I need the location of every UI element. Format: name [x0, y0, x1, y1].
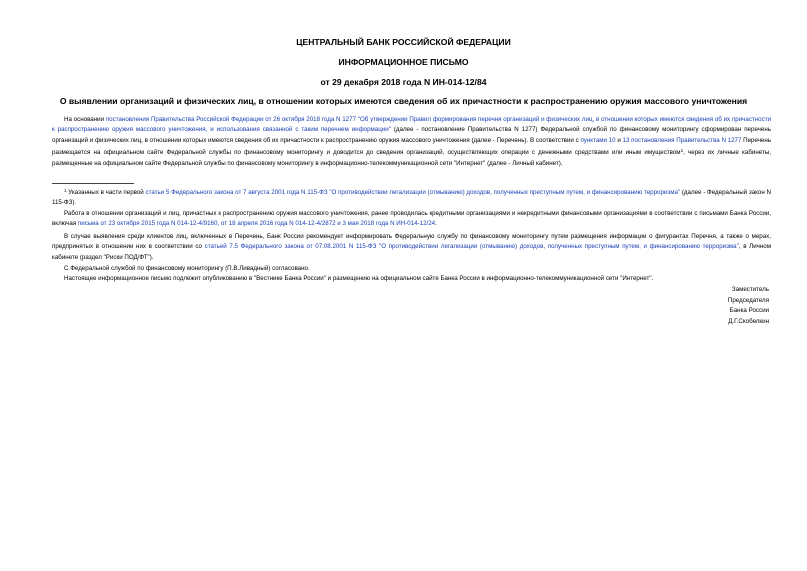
paragraph-4: С Федеральной службой по финансовому мониторингу (П.В.Ливадный) согласовано. — [64, 265, 310, 272]
link-points-10[interactable]: пунктами 10 — [580, 136, 616, 144]
p1-text-2: (далее - постановление Правительства N 1277) Федеральной службой по финансовому мониторингу сформирован перечень организаций и физических лиц, в отношении которых имеются сведения об их причастности к распространению оружия массового уничтожения (далее - Перечень). В соответствии с — [52, 126, 771, 144]
p1-text-4: Перечень размещается на официальном сайте Федеральной службы по финансовому мониторингу и доводится до сведения организаций, осуществляющих операции с денежными средствами или иным имуществом — [52, 136, 772, 157]
paragraph-1 — [52, 115, 771, 169]
signature-title-1: Заместитель — [731, 286, 769, 293]
p1-text-1: На основании — [64, 116, 106, 123]
paragraph-5: Настоящее информационное письмо подлежит опубликованию в "Вестнике Банка России" и размещению на официальном сайте Банка России в информационно-телекоммуникационной сети "Интернет". — [64, 275, 654, 282]
footnote-text-2: (далее - Федеральный закон N 115-ФЗ). — [52, 189, 771, 207]
link-bank-letters[interactable]: письма от 23 октября 2015 года N 014-12-4/9160, от 18 апреля 2016 года N 014-12-4/2872 и 3 мая 2018 года N ИН-014-12/24 — [77, 220, 436, 228]
link-federal-law-115[interactable]: статьи 5 Федерального закона от 7 августа 2001 года N 115-ФЗ "О противодействии легализации (отмыванию) доходов, полученных преступным путем, и финансированию терроризма" — [145, 189, 681, 196]
document-type: ИНФОРМАЦИОННОЕ ПИСЬМО — [338, 57, 469, 67]
p1-text-5: , через их личные кабинеты, размещенные на официальном сайте Федеральной службы по финансовому мониторингу в информационно-телекоммуникационной сети "Интернет" (далее - Личный кабинет). — [52, 149, 771, 167]
footnote-ref-1[interactable]: 1 — [680, 148, 684, 154]
link-government-decree-1277[interactable]: постановления Правительства Российской Федерации от 26 октября 2018 года N 1277 "Об утверждении Правил формирования перечня организаций и физических лиц, в отношении которых имеются сведения об их причастности к распространению оружия массового уничтожения, и использования связанной с таким перечнем информации" — [52, 116, 771, 134]
signature-name: Д.Г.Скобелкин — [728, 317, 769, 325]
p3-text-2: , в Личном кабинете (раздел "Риски ПОД/ФТ"). — [52, 243, 771, 261]
footnote-1 — [52, 186, 771, 209]
paragraph-3 — [52, 232, 771, 263]
p2-text-2: . — [435, 220, 437, 228]
p3-text-1: В случае выявления среди клиентов лиц, включенных в Перечень, Банк России рекомендует информировать Федеральную службу по финансовому мониторингу путем размещения информации о фигурантах Перечня, а также о мерах, предпринятых в отношении них в соответствии со — [52, 233, 771, 251]
paragraph-2 — [52, 209, 771, 230]
footnote-text-1: Указанных в части первой — [66, 189, 146, 196]
link-point-13-decree[interactable]: 13 постановления Правительства N 1277 — [622, 136, 742, 144]
p2-text-1: Работа в отношении организаций и лиц, причастных к распространению оружия массового уничтожения, ранее проводилась кредитными организациями и некредитными финансовыми организациями в соответствии с письмами Банка России, включая — [52, 210, 771, 228]
bank-name: ЦЕНТРАЛЬНЫЙ БАНК РОССИЙСКОЙ ФЕДЕРАЦИИ — [296, 37, 511, 47]
footnote-separator — [52, 183, 134, 184]
signature-title-2: Председателя — [727, 296, 769, 304]
document-subject: О выявлении организаций и физических лиц, в отношении которых имеются сведения об их причастности к распространению оружия массового уничтожения — [59, 96, 748, 106]
signature-title-3: Банка России — [729, 307, 769, 315]
footnote-marker: 1 — [64, 188, 67, 193]
link-article-7-5[interactable]: статьей 7.5 Федерального закона от 07.08.2001 N 115-ФЗ "О противодействии легализации (отмыванию) доходов, полученных преступным путем, и финансированию терроризма" — [204, 243, 739, 251]
signature-block — [569, 285, 769, 327]
p1-text-3: и — [615, 136, 623, 144]
document-date-number: от 29 декабря 2018 года N ИН-014-12/84 — [320, 77, 487, 87]
